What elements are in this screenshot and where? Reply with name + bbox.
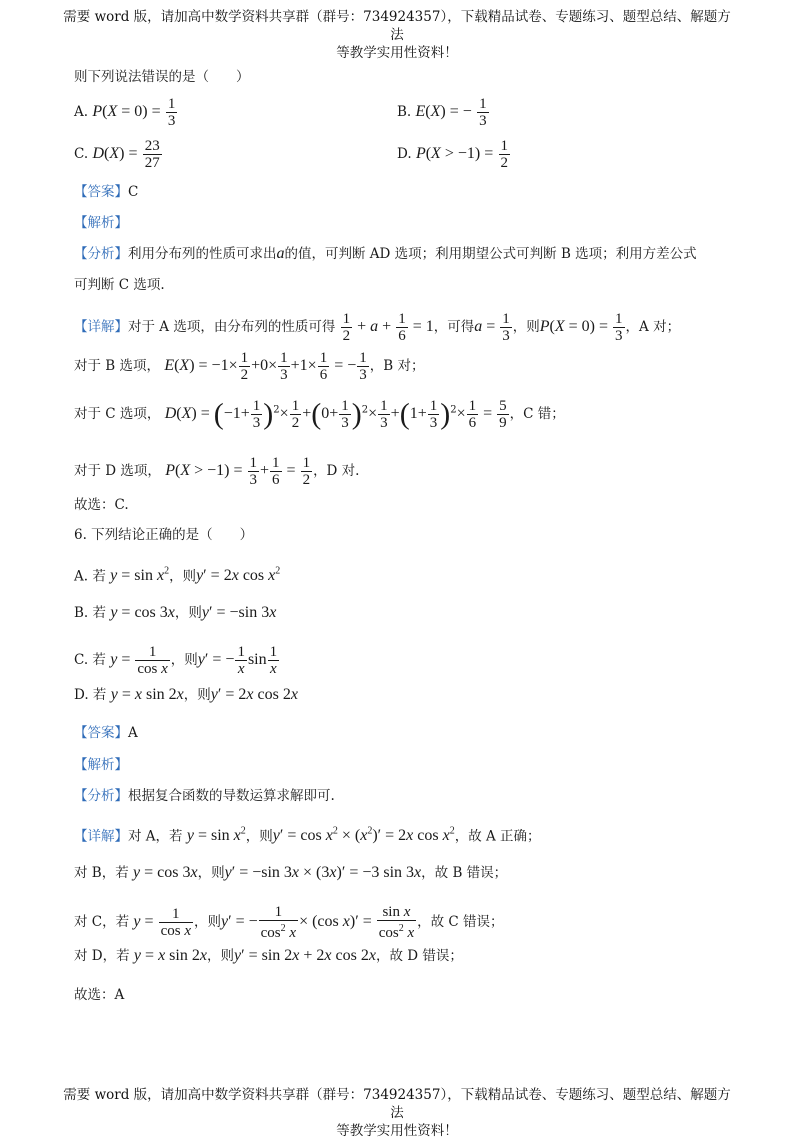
detail-text: ，则 [512, 319, 540, 335]
q6-stem: 6. 下列结论正确的是（ ） [74, 527, 254, 543]
option-text: A. 若 [74, 568, 106, 585]
detail-text: ，C 错； [509, 406, 565, 422]
q5-option-a: A. P(X = 0) = $\frac{1}{3}$ [74, 96, 176, 129]
xiangjie-tag: 【详解】 [74, 319, 128, 335]
q6-detail-a: 【详解】对 A，若 $y = \sin x^2$，则$y' = \cos x^2 \times (x^2)' = 2x$ $\cos x^2$，故 A 正确； [74, 826, 541, 845]
q5-conclusion: 故选：C. [74, 497, 129, 513]
detail-text: ，A 对； [625, 319, 681, 335]
detail-text: 对 A，若 [128, 828, 183, 845]
option-label: A. [74, 104, 89, 120]
fenxi-text: 利用分布列的性质可求出 [128, 246, 277, 262]
detail-text: ，则 [197, 865, 225, 881]
detail-text: ，故 A 正确； [454, 828, 541, 845]
detail-text: 对于 C 选项， [74, 406, 161, 422]
option-text: ，则 [170, 652, 198, 668]
q5-detail-a: 【详解】对于 A 选项，由分布列的性质可得 $\frac{1}{2}$ + a + $\frac{1}{6}$ = 1，可得a = $\frac{1}{3}$ ，则P(X = 0) = $\frac{1}{3}$ ，A 对； [74, 311, 681, 344]
detail-text: 对 D，若 [74, 948, 130, 964]
q5-detail-d: 对于 D 选项， P(X > −1) = $\frac{1}{3}$ + $\frac{1}{6}$ = $\frac{1}{2}$ ，D 对. [74, 455, 360, 488]
q5-detail-b: 对于 B 选项， E(X) = −1× $\frac{1}{2}$ +0× $\frac{1}{3}$ +1× $\frac{1}{6}$ = − $\frac{1}{3}$ ，B 对； [74, 350, 425, 383]
fenxi-text: 的值，可判断 AD 选项；利用期望公式可判断 B 选项；利用方差公式 [284, 246, 697, 262]
detail-text: ，故 D 错误； [375, 948, 463, 964]
option-label: D. [397, 146, 412, 162]
detail-text: ，故 C 错误； [417, 914, 504, 930]
detail-text: ，则 [193, 914, 221, 930]
q5-option-b: B. E(X) = − $\frac{1}{3}$ [397, 96, 487, 129]
q6-fenxi [74, 787, 335, 805]
fenxi-tag: 【分析】 [74, 788, 128, 804]
detail-text: 对于 D 选项， [74, 463, 161, 479]
q5-option-d: D. P(X > −1) = $\frac{1}{2}$ [397, 138, 509, 171]
q5-fenxi-line1: 【分析】利用分布列的性质可求出a的值，可判断 AD 选项；利用期望公式可判断 B 选项；利用方差公式 [74, 245, 697, 262]
fenxi-text: 根据复合函数的导数运算求解即可. [128, 788, 335, 804]
detail-text: ，可得 [433, 319, 475, 335]
footer-line-2: 等教学实用性资料！ [336, 1123, 458, 1139]
option-text: ，则 [183, 687, 211, 703]
answer-tag: 【答案】 [74, 725, 128, 741]
q6-option-c: C. 若 y = $\frac{1}{\text{cos x}}$ ，则y′ = − $\frac{1}{x}$ sin $\frac{1}{x}$ [74, 644, 278, 677]
q6-detail-b: 对 B，若 y = cos 3x，则y′ = −sin 3x × (3x)′ = −3 sin 3x，故 B 错误； [74, 864, 508, 881]
fraction: $\frac{1}{2}$ [500, 138, 509, 171]
q6-conclusion: 故选：A [74, 987, 125, 1003]
detail-text: ，则 [245, 828, 273, 845]
option-label: B. [397, 104, 412, 120]
q5-jiexi-tag: 【解析】 [74, 215, 128, 231]
fenxi-tag: 【分析】 [74, 246, 128, 262]
option-text: C. 若 [74, 652, 106, 668]
page-footer [60, 1086, 734, 1140]
option-text: ，则 [174, 605, 202, 621]
option-text: ，则 [169, 568, 197, 585]
header-line-1: 需要 word 版，请加高中数学资料共享群（群号：734924357），下载精品试卷、专题练习、题型总结、解题方法 [63, 9, 731, 43]
q5-detail-c: 对于 C 选项， D(X) = (−1+ $\frac{1}{3}$ )$^2$× $\frac{1}{2}$ +(0+ $\frac{1}{3}$ )$^2$× $\frac{1}{3}$ +(1+ $\frac{1}{3}$ )$^2$× $\frac{1}{6}$ = $\frac{5}{9}$ ，C 错； [74, 397, 565, 431]
xiangjie-tag: 【详解】 [74, 828, 128, 845]
fraction: $\frac{1}{3}$ [479, 96, 487, 129]
option-text: D. 若 [74, 687, 107, 703]
fraction: $\frac{23}{27}$ [144, 138, 160, 171]
detail-text: ，B 对； [369, 358, 425, 374]
detail-text: 对 B，若 [74, 865, 129, 881]
header-line-2: 等教学实用性资料！ [336, 45, 458, 61]
answer-value: A [128, 725, 138, 741]
page-header [60, 8, 734, 62]
q6-answer [74, 724, 138, 742]
detail-text: 对于 B 选项， [74, 358, 161, 374]
detail-text: 对 C，若 [74, 914, 130, 930]
q6-option-a: A. 若 $y = \sin x^2$，则y′ = 2x $\cos x^2$ [74, 566, 281, 585]
q6-jiexi-tag: 【解析】 [74, 757, 128, 773]
q5-stem: 则下列说法错误的是（ ） [74, 69, 250, 85]
detail-text: ，则 [206, 948, 234, 964]
fraction: $\frac{1}{3}$ [167, 96, 176, 129]
q6-option-b: B. 若 y = cos 3x，则y′ = −sin 3x [74, 604, 277, 621]
footer-line-1: 需要 word 版，请加高中数学资料共享群（群号：734924357），下载精品试卷、专题练习、题型总结、解题方法 [63, 1087, 731, 1121]
q5-option-c: C. D(X) = $\frac{23}{27}$ [74, 138, 160, 171]
q6-option-d: D. 若 y = x sin 2x，则y′ = 2x cos 2x [74, 686, 298, 703]
detail-text: ，故 B 错误； [421, 865, 508, 881]
q6-detail-d: 对 D，若 y = x sin 2x，则y′ = sin 2x + 2x cos 2x，故 D 错误； [74, 947, 463, 964]
answer-value: C [128, 184, 139, 200]
q5-fenxi-line2: 可判断 C 选项. [74, 277, 165, 293]
answer-tag: 【答案】 [74, 184, 128, 200]
detail-text: 对于 A 选项，由分布列的性质可得 [128, 319, 336, 335]
q6-detail-c: 对 C，若 y = $\frac{1}{\text{cos x}}$ ，则y′ = − $\frac{1}{\cos^2 x}$ × (cos x)′ = $\frac{\text{sin x}}{\cos^2 x}$ ，故 C 错误； [74, 904, 504, 941]
detail-text: ，D 对. [313, 463, 360, 479]
q5-answer [74, 183, 138, 201]
option-text: B. 若 [74, 605, 107, 621]
option-label: C. [74, 146, 89, 162]
